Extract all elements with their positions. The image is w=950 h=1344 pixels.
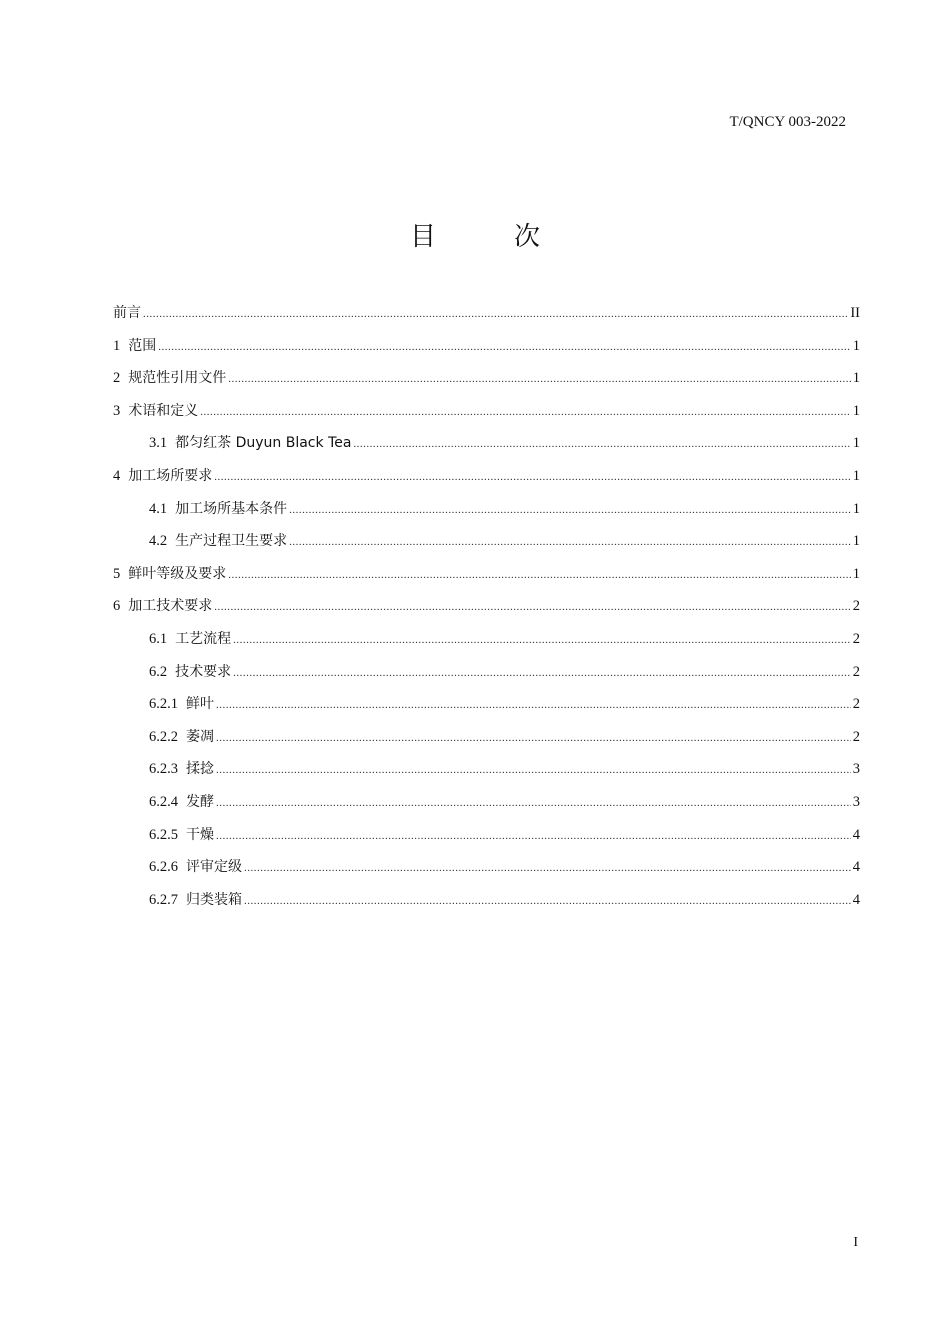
toc-entry-number: 6.1 xyxy=(149,630,168,647)
toc-leader-dots xyxy=(244,862,851,874)
toc-leader-dots xyxy=(233,667,851,679)
toc-leader-dots xyxy=(214,601,851,613)
toc-entry-number: 3.1 xyxy=(149,435,168,452)
toc-entry-page: 1 xyxy=(852,402,860,419)
toc-leader-dots xyxy=(353,438,850,450)
table-of-contents xyxy=(113,302,860,921)
toc-entry-page: 1 xyxy=(852,337,860,354)
toc-entry[interactable] xyxy=(113,693,860,726)
toc-entry[interactable] xyxy=(113,335,860,368)
toc-entry-page: 4 xyxy=(852,826,860,843)
toc-entry[interactable] xyxy=(113,302,860,335)
toc-entry-number: 3 xyxy=(113,402,121,419)
toc-entry-label: 加工场所基本条件 xyxy=(175,500,288,517)
toc-entry-label: 都匀红茶 Duyun Black Tea xyxy=(175,435,352,452)
toc-entry-label: 鲜叶 xyxy=(186,696,214,713)
toc-leader-dots xyxy=(228,569,851,581)
toc-entry[interactable] xyxy=(113,661,860,694)
toc-entry[interactable] xyxy=(113,465,860,498)
toc-entry[interactable] xyxy=(113,889,860,922)
toc-entry[interactable] xyxy=(113,530,860,563)
toc-entry-label: 揉捻 xyxy=(186,761,214,778)
toc-entry[interactable] xyxy=(113,367,860,400)
toc-entry[interactable] xyxy=(113,856,860,889)
toc-entry-page: 1 xyxy=(852,533,860,550)
toc-entry-number: 2 xyxy=(113,370,121,387)
toc-entry-page: 2 xyxy=(852,663,860,680)
toc-title: 目 次 xyxy=(409,222,566,252)
toc-entry-label: 发酵 xyxy=(186,793,214,810)
toc-entry-label: 技术要求 xyxy=(175,663,232,680)
toc-entry-page: 2 xyxy=(852,630,860,647)
toc-entry-label: 归类装箱 xyxy=(186,891,242,908)
toc-leader-dots xyxy=(216,764,851,776)
toc-entry-page: 2 xyxy=(852,696,860,713)
toc-entry-number: 6.2.7 xyxy=(149,891,178,908)
toc-entry[interactable] xyxy=(113,563,860,596)
toc-entry-page: 3 xyxy=(852,793,860,810)
toc-leader-dots xyxy=(216,732,851,744)
page-number: I xyxy=(853,1235,858,1250)
toc-entry-page: 4 xyxy=(852,891,860,908)
toc-entry-label: 范围 xyxy=(128,337,157,354)
toc-entry-number: 6.2 xyxy=(149,663,168,680)
toc-entry-label: 评审定级 xyxy=(186,859,242,876)
toc-entry[interactable] xyxy=(113,726,860,759)
toc-leader-dots xyxy=(289,504,851,516)
toc-entry-label: 工艺流程 xyxy=(175,630,232,647)
toc-entry[interactable] xyxy=(113,400,860,433)
toc-entry-number: 5 xyxy=(113,565,121,582)
toc-entry-page: 2 xyxy=(852,598,860,615)
toc-entry-label: 前言 xyxy=(113,305,141,321)
toc-leader-dots xyxy=(244,895,851,907)
toc-entry[interactable] xyxy=(113,791,860,824)
toc-entry[interactable] xyxy=(113,824,860,857)
toc-leader-dots xyxy=(233,634,851,646)
toc-entry[interactable] xyxy=(113,432,860,465)
toc-entry-number: 4.1 xyxy=(149,500,168,517)
toc-entry-page: 4 xyxy=(852,859,860,876)
toc-entry-page: 1 xyxy=(852,565,860,582)
toc-entry-label: 干燥 xyxy=(186,826,214,843)
toc-entry-label: 术语和定义 xyxy=(128,402,199,419)
toc-entry-label: 生产过程卫生要求 xyxy=(175,533,288,550)
toc-entry-page: 1 xyxy=(852,370,860,387)
toc-entry[interactable] xyxy=(113,498,860,531)
toc-entry-number: 6.2.3 xyxy=(149,761,178,778)
toc-entry-page: 1 xyxy=(852,435,860,452)
toc-entry-page: 1 xyxy=(852,467,860,484)
document-code: T/QNCY 003-2022 xyxy=(729,114,846,130)
toc-entry-number: 6.2.1 xyxy=(149,696,178,713)
toc-entry-page: 2 xyxy=(852,728,860,745)
toc-entry-number: 6.2.5 xyxy=(149,826,178,843)
toc-leader-dots xyxy=(158,341,851,353)
toc-entry-number: 4 xyxy=(113,467,121,484)
toc-leader-dots xyxy=(216,830,851,842)
toc-leader-dots xyxy=(200,406,851,418)
toc-entry-number: 6 xyxy=(113,598,121,615)
toc-entry-page: 1 xyxy=(852,500,860,517)
toc-leader-dots xyxy=(228,373,851,385)
toc-entry-label: 规范性引用文件 xyxy=(128,370,227,387)
toc-leader-dots xyxy=(289,536,851,548)
toc-entry[interactable] xyxy=(113,595,860,628)
toc-leader-dots xyxy=(143,308,848,320)
toc-entry-page: II xyxy=(850,305,860,321)
toc-entry-number: 4.2 xyxy=(149,533,168,550)
toc-leader-dots xyxy=(214,471,851,483)
toc-entry-number: 1 xyxy=(113,337,121,354)
toc-entry-number: 6.2.6 xyxy=(149,859,178,876)
toc-entry-label: 萎凋 xyxy=(186,728,214,745)
toc-entry-label: 加工技术要求 xyxy=(128,598,213,615)
toc-leader-dots xyxy=(216,699,851,711)
toc-entry-label: 鲜叶等级及要求 xyxy=(128,565,227,582)
toc-entry-label: 加工场所要求 xyxy=(128,467,213,484)
toc-leader-dots xyxy=(216,797,851,809)
toc-entry-page: 3 xyxy=(852,761,860,778)
toc-entry[interactable] xyxy=(113,628,860,661)
toc-entry-number: 6.2.2 xyxy=(149,728,178,745)
toc-entry-number: 6.2.4 xyxy=(149,793,178,810)
toc-entry[interactable] xyxy=(113,758,860,791)
